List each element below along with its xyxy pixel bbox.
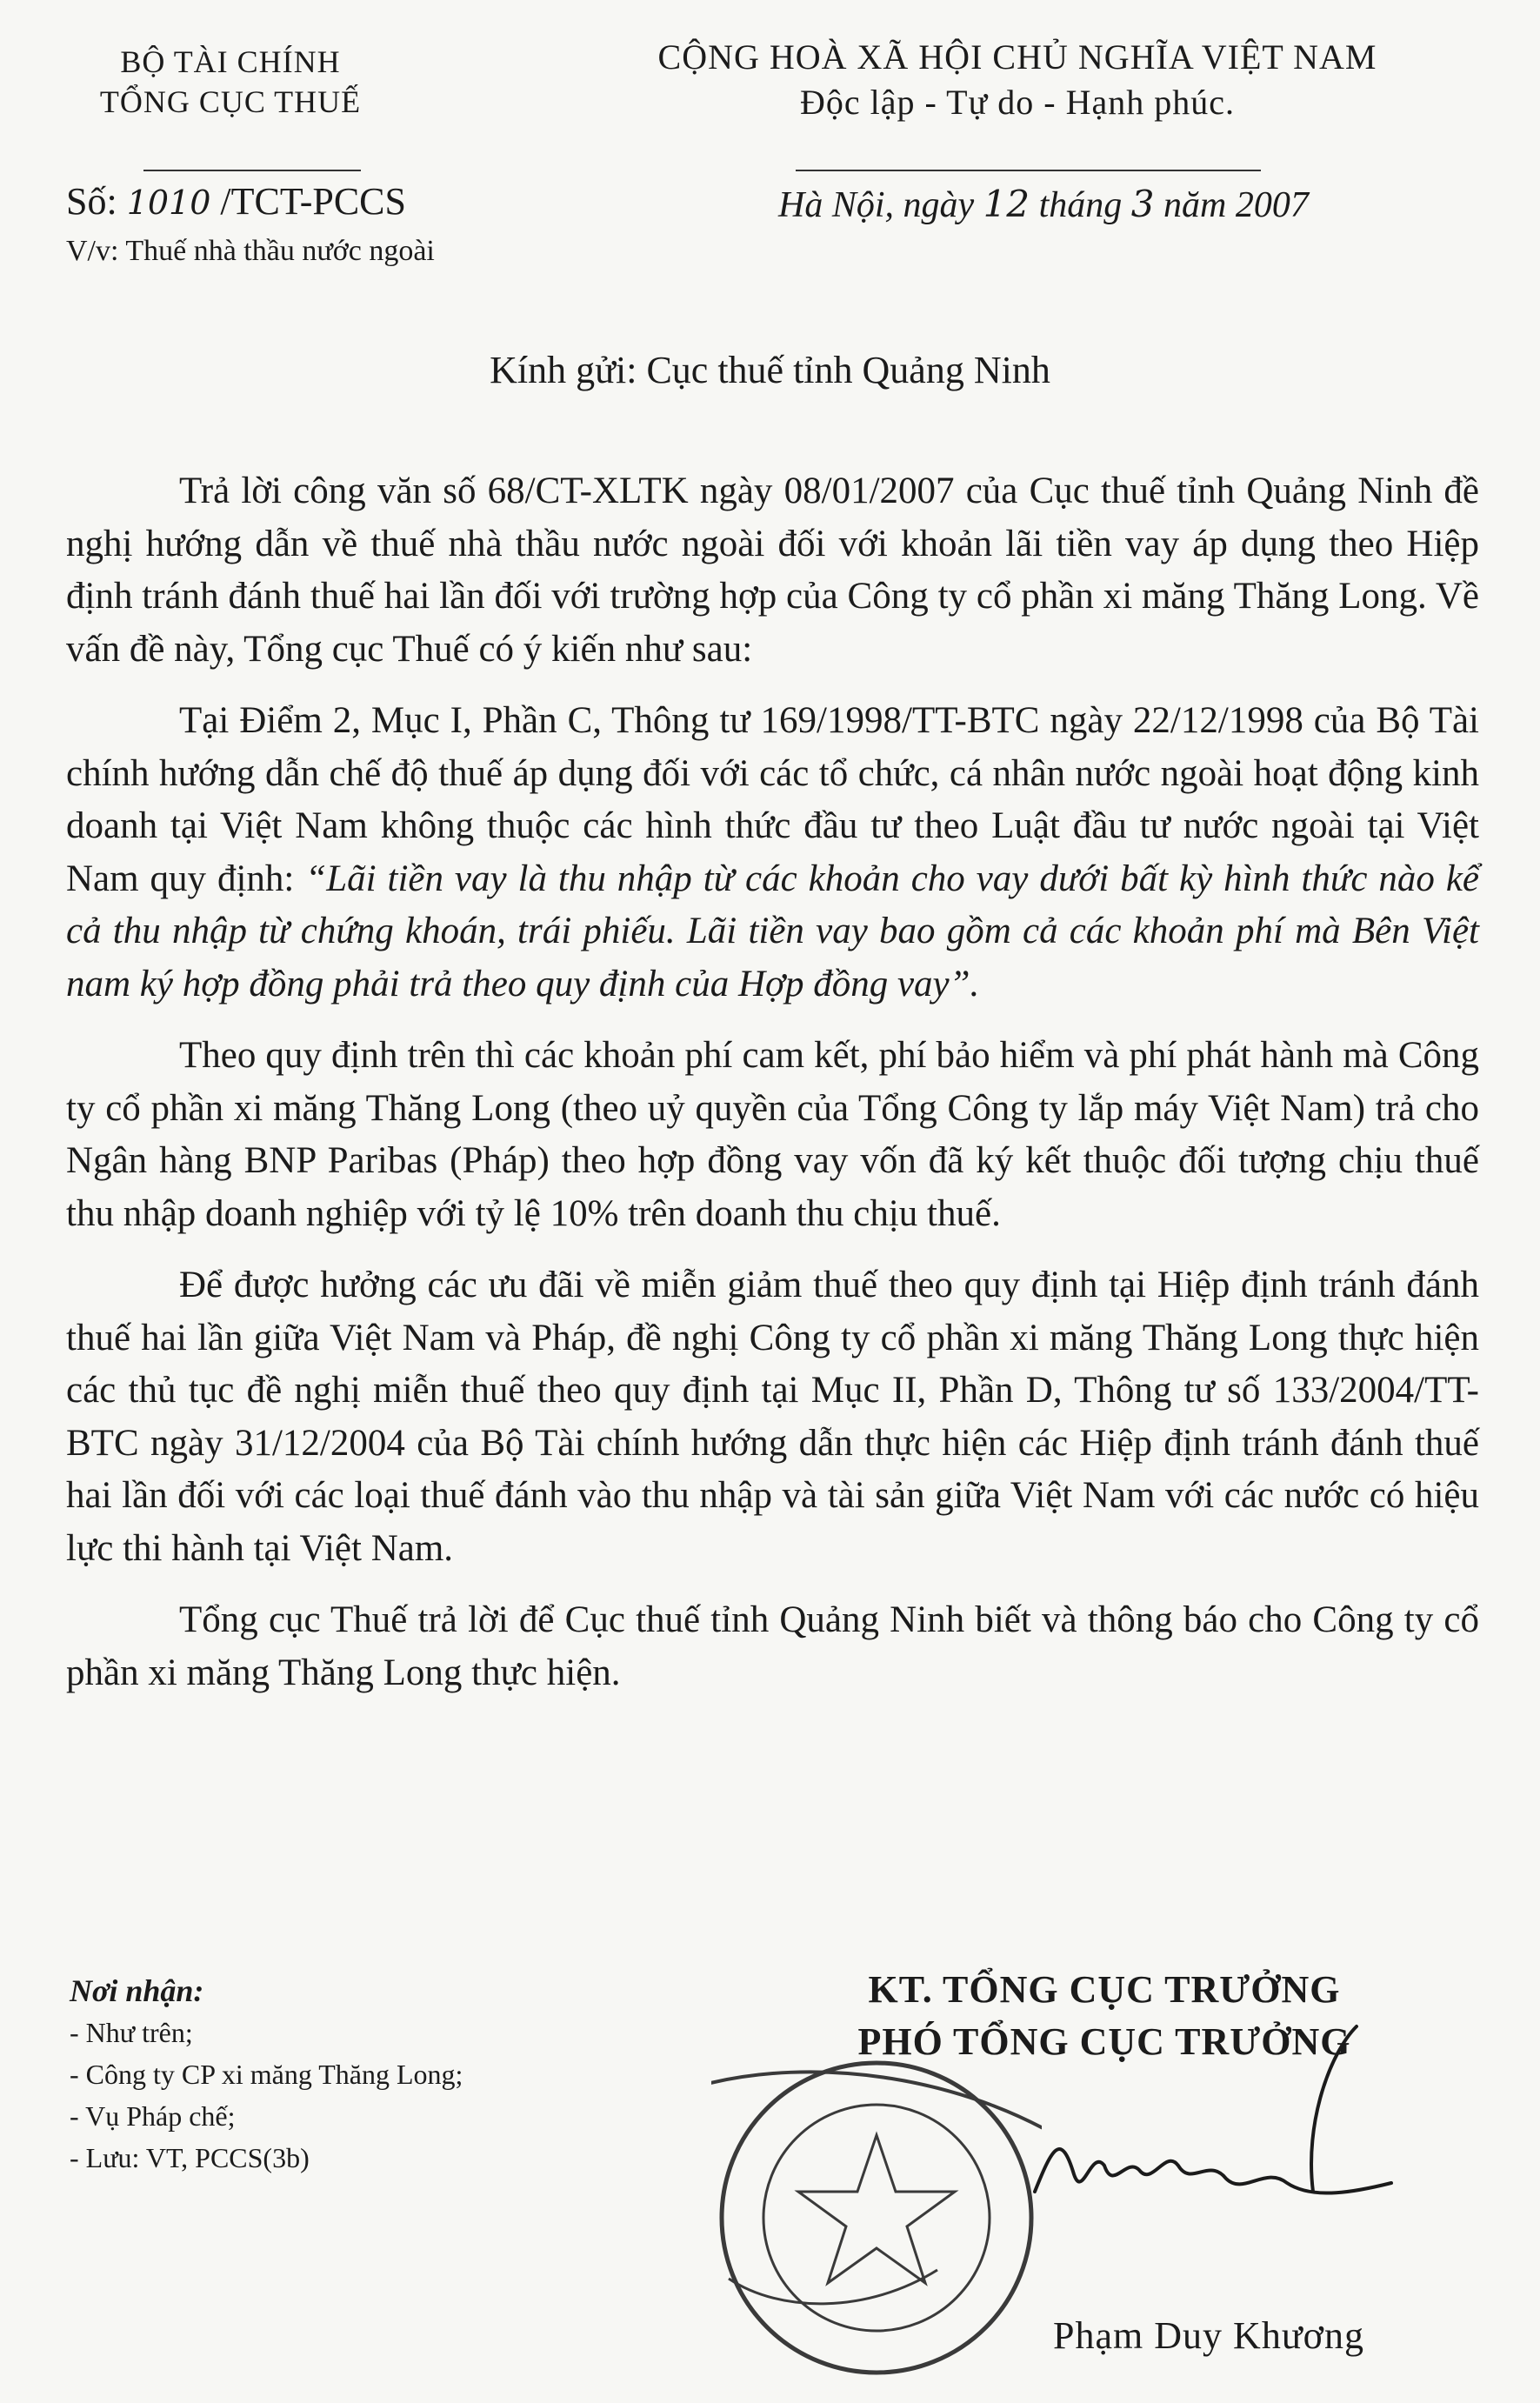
national-header xyxy=(617,35,1417,125)
number-handwritten: 1010 xyxy=(126,184,211,222)
letter-body xyxy=(66,465,1479,1719)
signer-title-2: PHÓ TỔNG CỤC TRƯỞNG xyxy=(857,2020,1351,2063)
date-month: 3 xyxy=(1130,183,1155,225)
recipient-item: - Vụ Pháp chế; xyxy=(70,2100,236,2132)
number-suffix: /TCT-PCCS xyxy=(220,180,406,223)
paragraph-5: Tổng cục Thuế trả lời để Cục thuế tỉnh Quảng Ninh biết và thông báo cho Công ty cổ phần xi măng Thăng Long thực hiện. xyxy=(66,1599,1479,1693)
signer-title-1: KT. TỔNG CỤC TRƯỞNG xyxy=(868,1968,1341,2011)
ministry-name: BỘ TÀI CHÍNH xyxy=(120,44,341,79)
handwritten-signature-icon xyxy=(1026,2018,1443,2244)
document-date xyxy=(778,183,1309,226)
recipients-block xyxy=(70,1970,463,2179)
paragraph-2-lead: Tại Điểm 2, Mục I, Phần C, Thông tư 169/1998/TT-BTC ngày 22/12/1998 của Bộ Tài chính hướng dẫn chế độ thuế áp dụng đối với các tổ chức, cá nhân nước ngoài hoạt động kinh doanh tại Việt Nam không thuộc các hình thức đầu tư theo Luật đầu tư nước ngoài tại Việt Nam quy định: xyxy=(66,700,1479,899)
paragraph-3: Theo quy định trên thì các khoản phí cam kết, phí bảo hiểm và phí phát hành mà Công ty cổ phần xi măng Thăng Long (theo uỷ quyền của Tổng Công ty lắp máy Việt Nam) trả cho Ngân hàng BNP Paribas (Pháp) theo hợp đồng vay vốn đã ký kết thuộc đối tượng chịu thuế thu nhập doanh nghiệp với tỷ lệ 10% trên doanh thu chịu thuế. xyxy=(66,1035,1479,1234)
document-subject: V/v: Thuế nhà thầu nước ngoài xyxy=(66,235,435,267)
motto: Độc lập - Tự do - Hạnh phúc. xyxy=(800,83,1235,122)
paragraph-4: Để được hưởng các ưu đãi về miễn giảm thuế theo quy định tại Hiệp định tránh đánh thuế hai lần giữa Việt Nam và Pháp, đề nghị Công ty cổ phần xi măng Thăng Long thực hiện các thủ tục đề nghị miễn thuế theo quy định tại Mục II, Phần D, Thông tư số 133/2004/TT-BTC ngày 31/12/2004 của Bộ Tài chính hướng dẫn thực hiện các Hiệp định tránh đánh thuế hai lần đối với các loại thuế đánh vào thu nhập và tài sản giữa Việt Nam với các nước có hiệu lực thi hành tại Việt Nam. xyxy=(66,1265,1479,1569)
agency-underline xyxy=(143,170,361,171)
signer-name: Phạm Duy Khương xyxy=(1053,2314,1364,2357)
date-place: Hà Nội, ngày xyxy=(778,185,975,225)
number-prefix: Số: xyxy=(66,180,117,223)
recipient-item: - Như trên; xyxy=(70,2017,193,2048)
recipients-heading: Nơi nhận: xyxy=(70,1973,204,2008)
date-year: năm 2007 xyxy=(1163,185,1309,225)
recipient-item: - Công ty CP xi măng Thăng Long; xyxy=(70,2059,463,2090)
paragraph-2 xyxy=(66,695,1479,1011)
date-month-label: tháng xyxy=(1038,185,1123,225)
paragraph-1: Trả lời công văn số 68/CT-XLTK ngày 08/01/2007 của Cục thuế tỉnh Quảng Ninh đề nghị hướng dẫn về thuế nhà thầu nước ngoài đối với khoản lãi tiền vay áp dụng theo Hiệp định tránh đánh thuế hai lần đối với trường hợp của Công ty cổ phần xi măng Thăng Long. Về vấn đề này, Tổng cục Thuế có ý kiến như sau: xyxy=(66,471,1479,670)
department-name: TỔNG CỤC THUẾ xyxy=(99,84,362,119)
recipient-item: - Lưu: VT, PCCS(3b) xyxy=(70,2142,310,2173)
paragraph-2-quote: “Lãi tiền vay là thu nhập từ các khoản cho vay dưới bất kỳ hình thức nào kể cả thu nhập từ chứng khoán, trái phiếu. Lãi tiền vay bao gồm cả các khoản phí mà Bên Việt nam ký hợp đồng phải trả theo quy định của Hợp đồng vay”. xyxy=(66,858,1479,1005)
nation-name: CỘNG HOÀ XÃ HỘI CHỦ NGHĨA VIỆT NAM xyxy=(657,37,1377,77)
motto-underline xyxy=(796,170,1261,171)
date-day: 12 xyxy=(983,183,1030,225)
document-number xyxy=(66,179,406,224)
salutation: Kính gửi: Cục thuế tỉnh Quảng Ninh xyxy=(490,349,1050,391)
issuing-agency xyxy=(78,42,383,122)
